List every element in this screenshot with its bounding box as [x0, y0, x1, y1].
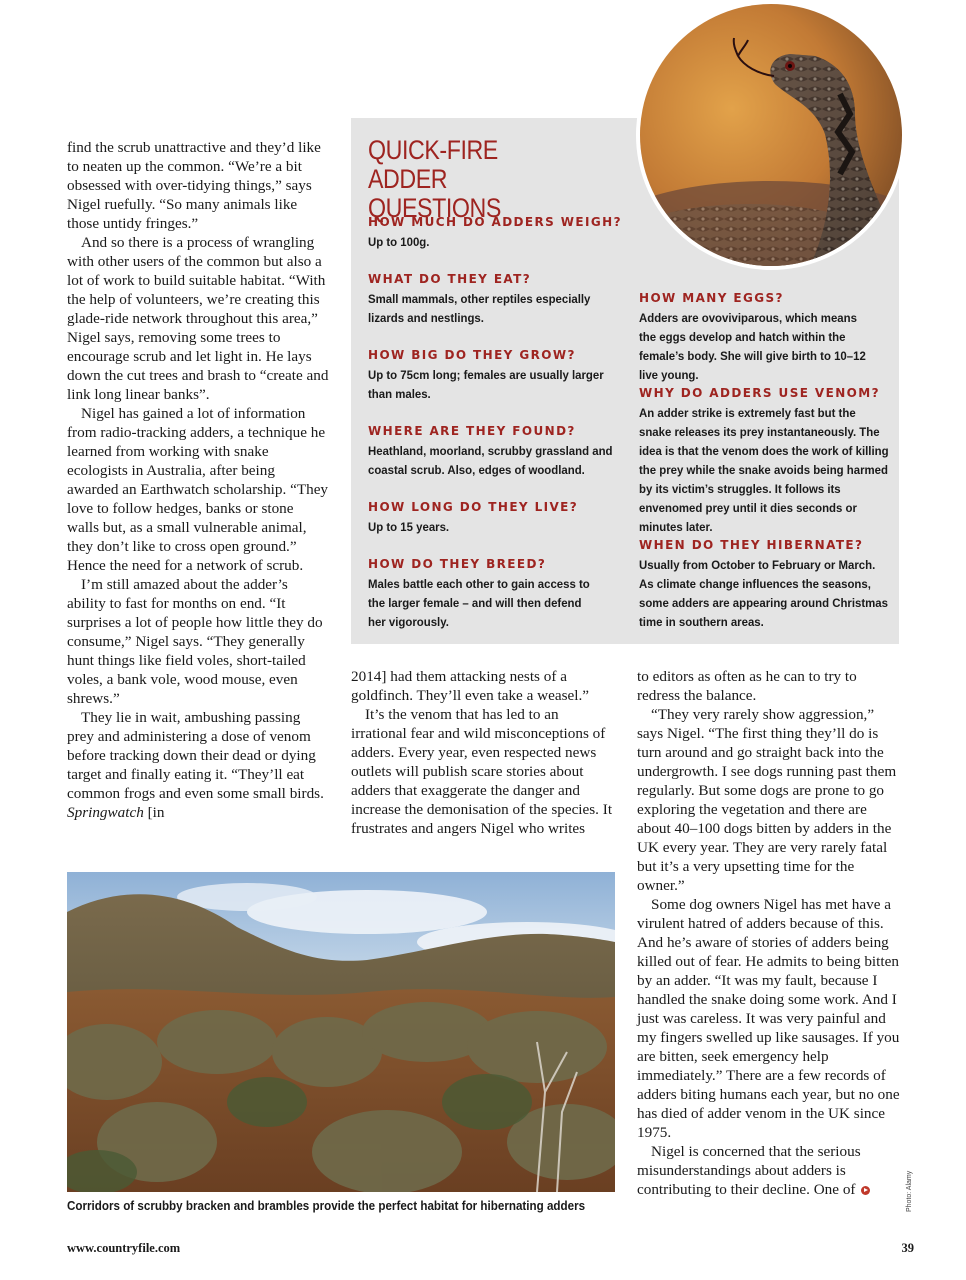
answer-text: Usually from October to February or March. As climate change influences the seasons, some adders are appearing around Christmas time in southern areas. [639, 558, 888, 629]
question-heading: HOW BIG DO THEY GROW? [368, 348, 576, 362]
factbox-question [368, 499, 618, 537]
factbox-question [639, 537, 889, 632]
question-heading: HOW MUCH DO ADDERS WEIGH? [368, 215, 622, 229]
text-run: They lie in wait, ambushing passing prey and administering a dose of venom before tracking down their dead or dying target and finally eating it. “They’ll eat common frogs and even some small birds. [67, 709, 324, 802]
question-heading: WHERE ARE THEY FOUND? [368, 424, 576, 438]
answer-text: Up to 75cm long; females are usually larger than males. [368, 368, 604, 401]
photo-caption: Corridors of scrubby bracken and brambles provide the perfect habitat for hibernating adders [67, 1199, 586, 1213]
answer-text: Adders are ovoviviparous, which means the eggs develop and hatch within the female’s body. She will give birth to 10–12 live young. [639, 311, 866, 382]
question-heading: WHEN DO THEY HIBERNATE? [639, 538, 864, 552]
programme-title: Springwatch [67, 804, 144, 821]
article-column-1 [67, 138, 329, 822]
paragraph: It’s the venom that has led to an irrational fear and wild misconceptions of adders. Every year, even respected news outlets will publish scare stories about adders that exaggerate the danger and increase the demonisation of the species. It frustrates and angers Nigel who writes [351, 706, 613, 837]
adder-photo-graphic [640, 4, 902, 266]
answer-text: Up to 15 years. [368, 520, 450, 534]
article-column-2 [351, 667, 617, 838]
question-heading: WHAT DO THEY EAT? [368, 272, 532, 286]
factbox-title: QUICK-FIRE ADDER QUESTIONS [368, 135, 501, 223]
answer-text: Small mammals, other reptiles especially lizards and nestlings. [368, 292, 591, 325]
factbox-question [368, 214, 622, 252]
question-heading: HOW MANY EGGS? [639, 291, 784, 305]
paragraph [637, 1142, 901, 1199]
paragraph: And so there is a process of wrangling with other users of the common but also a lot of work to build suitable habitat. “With the help of volunteers, we’re creating this glade-ride network throughout this area,” Nigel says, removing some trees to encourage scrub and let light in. He lays down the cut trees and brash to “create and link long linear banks”. [67, 234, 329, 403]
heathland-photo [67, 872, 615, 1192]
photo-credit: Photo: Alamy [906, 1170, 913, 1212]
factbox-question [639, 385, 889, 537]
paragraph: to editors as often as he can to try to redress the balance. [637, 668, 857, 704]
factbox-question [368, 556, 618, 632]
answer-text: Males battle each other to gain access to the larger female – and will then defend her vigorously. [368, 577, 590, 629]
text-run: Nigel is concerned that the serious misunderstandings about adders is contributing to their decline. One of [637, 1143, 861, 1198]
answer-text: Heathland, moorland, scrubby grassland and coastal scrub. Also, edges of woodland. [368, 444, 613, 477]
paragraph: “They very rarely show aggression,” says Nigel. “The first thing they’ll do is turn around and go straight back into the undergrowth. I see dogs running past them regularly. But some dogs are prone to go exploring the vegetation and there are about 40–100 dogs bitten by adders in the UK every year. They are very rarely fatal but it’s a very upsetting time for the owner.” [637, 706, 897, 894]
answer-text: An adder strike is extremely fast but the snake releases its prey instantaneously. The idea is that the venom does the work of killing the prey while the snake avoids being harmed by its victim’s struggles. It follows its envenomed prey until it dies seconds or minutes later. [639, 406, 889, 534]
question-heading: HOW LONG DO THEY LIVE? [368, 500, 579, 514]
paragraph: 2014] had them attacking nests of a goldfinch. They’ll even take a weasel.” [351, 668, 589, 704]
paragraph: I’m still amazed about the adder’s ability to fast for months on end. “It surprises a lot of people how little they do consume,” Nigel says. “They generally hunt things like field voles, short-tailed voles, a bank vole, wood mouse, even shrews.” [67, 576, 323, 707]
factbox-question [639, 290, 889, 385]
footer-url: www.countryfile.com [67, 1241, 181, 1255]
paragraph [67, 708, 329, 822]
answer-text: Up to 100g. [368, 235, 430, 249]
factbox-question [368, 271, 618, 328]
question-heading: WHY DO ADDERS USE VENOM? [639, 386, 880, 400]
question-heading: HOW DO THEY BREED? [368, 557, 547, 571]
page-number: 39 [901, 1241, 914, 1255]
factbox-question [368, 347, 618, 404]
paragraph: find the scrub unattractive and they’d like to neaten up the common. “We’re a bit obsessed with over-tidying things,” says Nigel ruefully. “So many animals like those untidy fringes.” [67, 139, 321, 232]
text-run: [in [143, 804, 165, 821]
paragraph: Nigel has gained a lot of information from radio-tracking adders, a technique he learned from working with snake ecologists in Australia, after being awarded an Earthwatch scholarship. “They love to follow hedges, banks or stone walls but, as a small vulnerable animal, they don’t like to cross open ground.” Hence the need for a network of scrub. [67, 405, 329, 574]
paragraph: Some dog owners Nigel has met have a virulent hatred of adders because of this. And he’s aware of stories of adders being killed out of fear. He admits to being bitten by an adder. “It was my fault, because I handled the snake doing some work. And I just was careless. It was very painful and my fingers swelled up like sausages. If you are bitten, seek emergency help immediately.” There are a few records of adders biting humans each year, but no one has died of adder venom in the UK since 1975. [637, 896, 900, 1141]
factbox-question [368, 423, 618, 480]
continue-arrow-icon [861, 1186, 870, 1195]
article-column-3 [637, 667, 901, 1199]
heathland-photo-graphic [67, 872, 615, 1192]
adder-photo [636, 0, 906, 270]
